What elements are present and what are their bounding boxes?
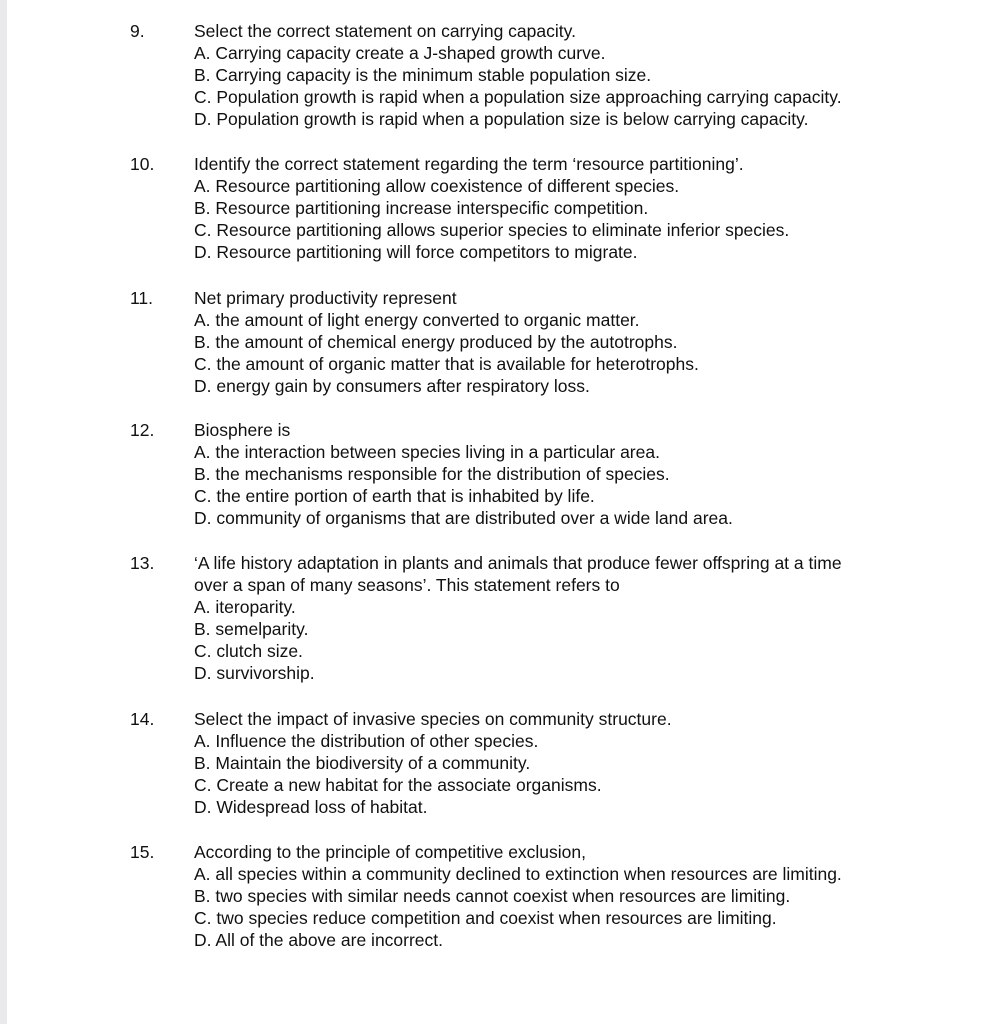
- option-d: D. Resource partitioning will force competitors to migrate.: [194, 242, 638, 262]
- question-stem: Biosphere is: [194, 420, 291, 440]
- question-number: 13.: [130, 553, 155, 573]
- option-a: A. Carrying capacity create a J-shaped growth curve.: [194, 43, 606, 63]
- option-a: A. the interaction between species living in a particular area.: [194, 442, 660, 462]
- option-c: C. the amount of organic matter that is available for heterotrophs.: [194, 354, 699, 374]
- option-b: B. Carrying capacity is the minimum stable population size.: [194, 65, 652, 85]
- question-stem: Select the correct statement on carrying capacity.: [194, 21, 576, 41]
- option-c: C. Population growth is rapid when a population size approaching carrying capacity.: [194, 87, 842, 107]
- option-a: A. all species within a community declined to extinction when resources are limiting.: [194, 864, 842, 884]
- option-d: D. Population growth is rapid when a population size is below carrying capacity.: [194, 109, 809, 129]
- question-number: 15.: [130, 842, 155, 862]
- question-stem: According to the principle of competitive exclusion,: [194, 842, 587, 862]
- option-c: C. the entire portion of earth that is inhabited by life.: [194, 486, 595, 506]
- question-stem: Net primary productivity represent: [194, 288, 457, 308]
- option-a: A. Influence the distribution of other species.: [194, 731, 539, 751]
- question-stem-line-1: ‘A life history adaptation in plants and animals that produce fewer offspring at a time: [194, 553, 842, 573]
- option-c: C. Resource partitioning allows superior species to eliminate inferior species.: [194, 220, 790, 240]
- option-a: A. Resource partitioning allow coexistence of different species.: [194, 176, 680, 196]
- option-b: B. Maintain the biodiversity of a community.: [194, 753, 531, 773]
- option-b: B. semelparity.: [194, 619, 309, 639]
- option-c: C. clutch size.: [194, 641, 303, 661]
- option-d: D. energy gain by consumers after respiratory loss.: [194, 376, 590, 396]
- option-d: D. All of the above are incorrect.: [194, 930, 444, 950]
- question-number: 9.: [130, 21, 145, 41]
- option-d: D. community of organisms that are distributed over a wide land area.: [194, 508, 733, 528]
- option-d: D. survivorship.: [194, 663, 315, 683]
- question-stem: Identify the correct statement regarding the term ‘resource partitioning’.: [194, 154, 744, 174]
- question-number: 14.: [130, 709, 155, 729]
- option-d: D. Widespread loss of habitat.: [194, 797, 428, 817]
- page-left-edge: [0, 0, 7, 1024]
- option-b: B. two species with similar needs cannot coexist when resources are limiting.: [194, 886, 791, 906]
- option-b: B. the amount of chemical energy produced by the autotrophs.: [194, 332, 678, 352]
- question-number: 11.: [130, 288, 154, 308]
- option-c: C. Create a new habitat for the associate organisms.: [194, 775, 602, 795]
- option-a: A. the amount of light energy converted to organic matter.: [194, 310, 640, 330]
- question-stem: Select the impact of invasive species on community structure.: [194, 709, 672, 729]
- option-c: C. two species reduce competition and coexist when resources are limiting.: [194, 908, 777, 928]
- question-stem-line-2: over a span of many seasons’. This statement refers to: [194, 575, 620, 595]
- question-number: 12.: [130, 420, 155, 440]
- option-a: A. iteroparity.: [194, 597, 296, 617]
- question-number: 10.: [130, 154, 155, 174]
- option-b: B. the mechanisms responsible for the distribution of species.: [194, 464, 670, 484]
- option-b: B. Resource partitioning increase interspecific competition.: [194, 198, 649, 218]
